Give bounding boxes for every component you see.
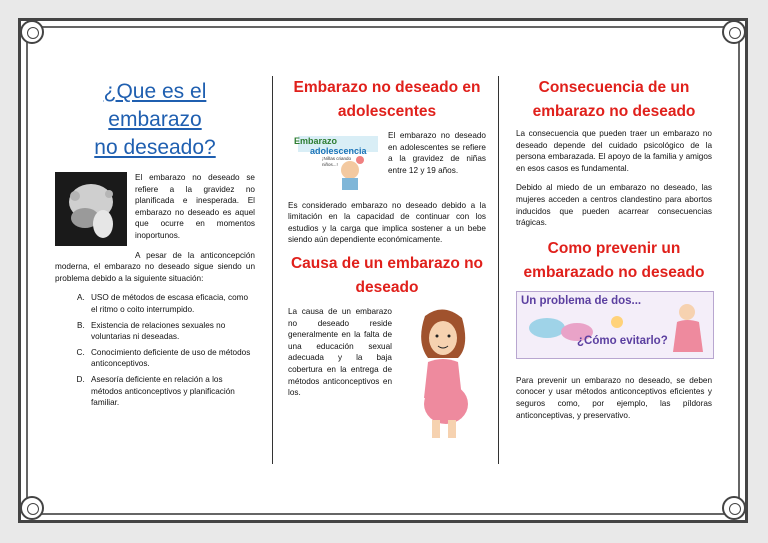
paragraph-prevenir: Para prevenir un embarazo no deseado, se deben conocer y usar métodos anticonceptivos eficientes y seguros como, por ejemplo, las píldoras anticonceptivas, y preservativo.: [516, 375, 712, 420]
prevention-banner: [516, 291, 714, 359]
situation-list: [55, 292, 255, 408]
paragraph-consecuencia: La consecuencia que pueden traer un embarazo no deseado depende del cuidado psicológico de la persona embarazada. El apoyo de la familia y amigos en esos casos es fundamental.: [516, 129, 712, 173]
paragraph-adolescentes: El embarazo no deseado en adolescentes se refiere a la gravidez de niñas entre 12 y 19 años.: [388, 131, 486, 175]
hands-photo: [55, 172, 127, 250]
heading-que-es: [55, 78, 255, 162]
banner-subtitle: ¿Cómo evitarlo?: [577, 334, 668, 347]
paragraph-definition: El embarazo no deseado se refiere a la gravidez no planificada e inesperada. El embarazo no deseado es aquel que ocurre en momentos inoportunos.: [135, 173, 255, 240]
paragraph-aborto: Debido al miedo de un embarazo no deseado, las mujeres acceden a centros clandestino para abortos inducidos que pueden acarrear consecuencias trágicas.: [516, 183, 712, 228]
paragraph-limitacion: Es considerado embarazo no deseado debido a la limitación en la capacidad de continuar con los estudios y la carga que implica sostener a un bebe siendo aún dependiente económicamente.: [288, 200, 486, 245]
corner-ornament-bottom-left: [20, 496, 44, 520]
book-cover-image: [288, 130, 380, 196]
corner-ornament-bottom-right: [722, 496, 746, 520]
heading-adolescentes: Embarazo no deseado en adolescentes: [293, 79, 481, 120]
column-divider-1: [272, 76, 273, 464]
list-item: D. Asesoría deficiente en relación a los métodos anticonceptivos y planificación familiar.: [87, 374, 255, 409]
column-1: [55, 78, 255, 413]
book-subtitle: ¡Niñas criando niños...!: [322, 155, 352, 167]
book-title-b: adolescencia: [310, 145, 367, 156]
list-item: B. Existencia de relaciones sexuales no voluntarias ni deseadas.: [87, 320, 255, 343]
corner-ornament-top-left: [20, 20, 44, 44]
list-item: A. USO de métodos de escasa eficacia, como el ritmo o coito interrumpido.: [87, 292, 255, 315]
column-divider-2: [498, 76, 499, 464]
corner-ornament-top-right: [722, 20, 746, 44]
paragraph-situation: A pesar de la anticoncepción moderna, el embarazo no deseado sigue siendo un problema debido a la siguiente situación:: [55, 250, 255, 283]
heading-line-1: ¿Que es el embarazo: [103, 80, 207, 131]
column-2: [288, 76, 486, 448]
column-3: [516, 76, 712, 429]
banner-title: Un problema de dos...: [521, 294, 642, 307]
heading-causa: Causa de un embarazo no deseado: [290, 254, 484, 296]
heading-prevenir: Como prevenir un embarazado no deseado: [523, 239, 705, 281]
pregnant-girl-illustration: [400, 306, 486, 444]
heading-line-2: no deseado?: [94, 136, 216, 159]
heading-consecuencia: Consecuencia de un embarazo no deseado: [532, 79, 696, 120]
book-title-a: Embarazo: [294, 135, 338, 146]
list-item: C. Conocimiento deficiente de uso de métodos anticonceptivos.: [87, 347, 255, 370]
paragraph-causa: La causa de un embarazo no deseado reside generalmente en la falta de una educación sexual adecuada y la baja cobertura en la entrega de métodos anticonceptivos en los.: [288, 306, 392, 398]
